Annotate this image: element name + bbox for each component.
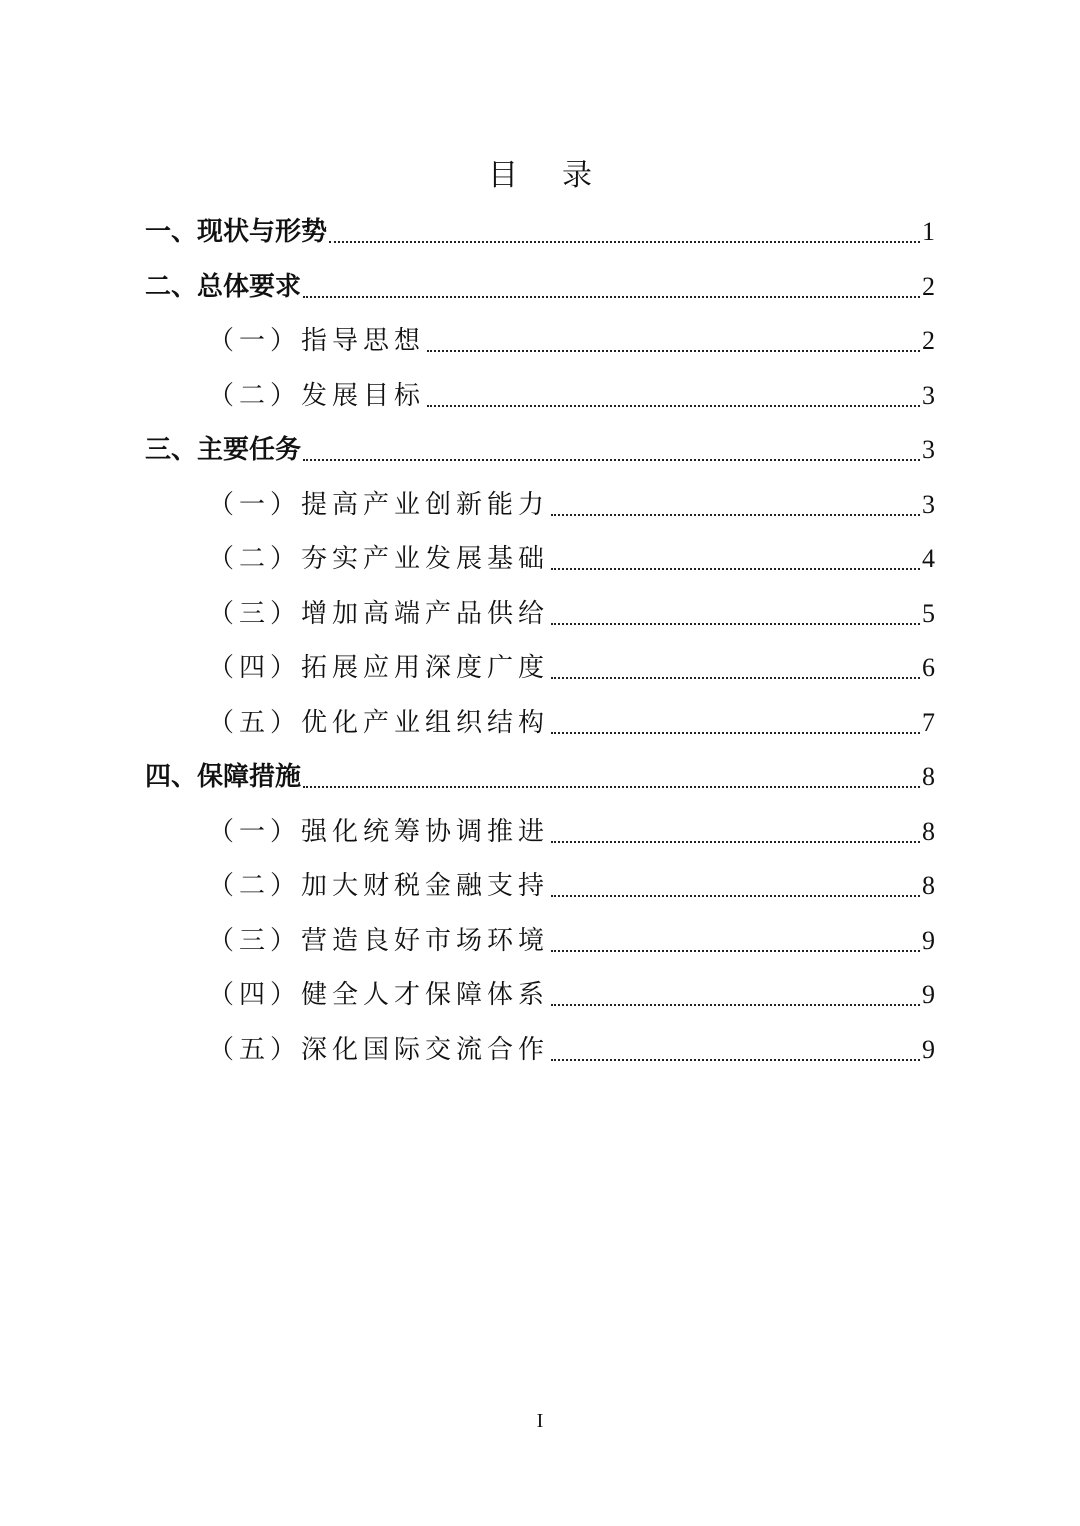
toc-subsection-entry[interactable] — [208, 1021, 935, 1075]
toc-dot-leader — [303, 786, 920, 788]
toc-entry-label: （四）健全人才保障体系 — [208, 980, 550, 1010]
page-number: I — [536, 1410, 544, 1432]
toc-entry-page-number: 3 — [922, 380, 935, 410]
toc-subsection-entry[interactable] — [208, 585, 935, 639]
toc-section-entry[interactable] — [145, 748, 935, 802]
toc-dot-leader — [551, 895, 920, 897]
toc-dot-leader — [551, 623, 920, 625]
toc-entry-label: （二）加大财税金融支持 — [208, 871, 550, 901]
toc-dot-leader — [551, 1059, 920, 1061]
toc-entry-label: 三、主要任务 — [145, 435, 302, 465]
toc-section-entry[interactable] — [145, 203, 935, 257]
toc-dot-leader — [303, 296, 920, 298]
toc-entry-label: 四、保障措施 — [145, 762, 302, 792]
toc-entry-page-number: 4 — [922, 544, 935, 573]
toc-subsection-entry[interactable] — [208, 803, 935, 857]
toc-subsection-entry[interactable] — [208, 639, 935, 693]
toc-subsection-entry[interactable] — [208, 312, 935, 366]
toc-entry-page-number: 9 — [922, 980, 935, 1009]
toc-entry-page-number: 9 — [922, 1034, 935, 1064]
toc-entry-label: （二）夯实产业发展基础 — [208, 544, 550, 574]
toc-entry-page-number: 8 — [922, 762, 935, 791]
toc-entry-label: （二）发展目标 — [208, 380, 426, 411]
toc-entry-page-number: 5 — [922, 598, 935, 628]
toc-subsection-entry[interactable] — [208, 367, 935, 421]
toc-entry-page-number: 3 — [922, 435, 935, 464]
toc-entry-page-number: 2 — [922, 271, 935, 301]
toc-entry-page-number: 1 — [922, 217, 935, 246]
toc-entry-page-number: 9 — [922, 925, 935, 955]
toc-dot-leader — [427, 350, 920, 352]
toc-subsection-entry[interactable] — [208, 857, 935, 911]
toc-entry-label: （一）提高产业创新能力 — [208, 489, 550, 520]
page-title-char-2: 录 — [562, 158, 592, 193]
toc-dot-leader — [329, 241, 920, 243]
toc-entry-label: （一）指导思想 — [208, 326, 426, 356]
page-title — [0, 150, 1080, 194]
toc-entry-label: 一、现状与形势 — [145, 217, 328, 247]
toc-subsection-entry[interactable] — [208, 966, 935, 1020]
toc-dot-leader — [551, 677, 920, 679]
toc-entry-label: （一）强化统筹协调推进 — [208, 816, 550, 847]
toc-dot-leader — [551, 841, 920, 843]
toc-dot-leader — [551, 1004, 920, 1006]
toc-entry-label: （三）增加高端产品供给 — [208, 598, 550, 629]
toc-entry-page-number: 8 — [922, 816, 935, 846]
toc-entry-page-number: 3 — [922, 489, 935, 519]
page-title-char-1: 目 — [488, 158, 518, 193]
toc-entry-label: （四）拓展应用深度广度 — [208, 653, 550, 683]
toc-subsection-entry[interactable] — [208, 912, 935, 966]
toc-dot-leader — [551, 732, 920, 734]
toc-entry-page-number: 6 — [922, 653, 935, 682]
toc-dot-leader — [427, 405, 920, 407]
toc-entry-label: （三）营造良好市场环境 — [208, 925, 550, 956]
toc-entry-label: 二、总体要求 — [145, 271, 302, 302]
toc-entry-label: （五）优化产业组织结构 — [208, 707, 550, 738]
toc-entry-page-number: 8 — [922, 871, 935, 900]
toc-subsection-entry[interactable] — [208, 530, 935, 584]
toc-entry-page-number: 2 — [922, 326, 935, 355]
toc-dot-leader — [551, 514, 920, 516]
toc-dot-leader — [551, 950, 920, 952]
toc-dot-leader — [551, 568, 920, 570]
toc-entry-page-number: 7 — [922, 707, 935, 737]
toc-section-entry[interactable] — [145, 421, 935, 475]
toc-dot-leader — [303, 459, 920, 461]
toc-subsection-entry[interactable] — [208, 476, 935, 530]
toc-section-entry[interactable] — [145, 258, 935, 312]
toc-entry-label: （五）深化国际交流合作 — [208, 1034, 550, 1065]
toc-subsection-entry[interactable] — [208, 694, 935, 748]
